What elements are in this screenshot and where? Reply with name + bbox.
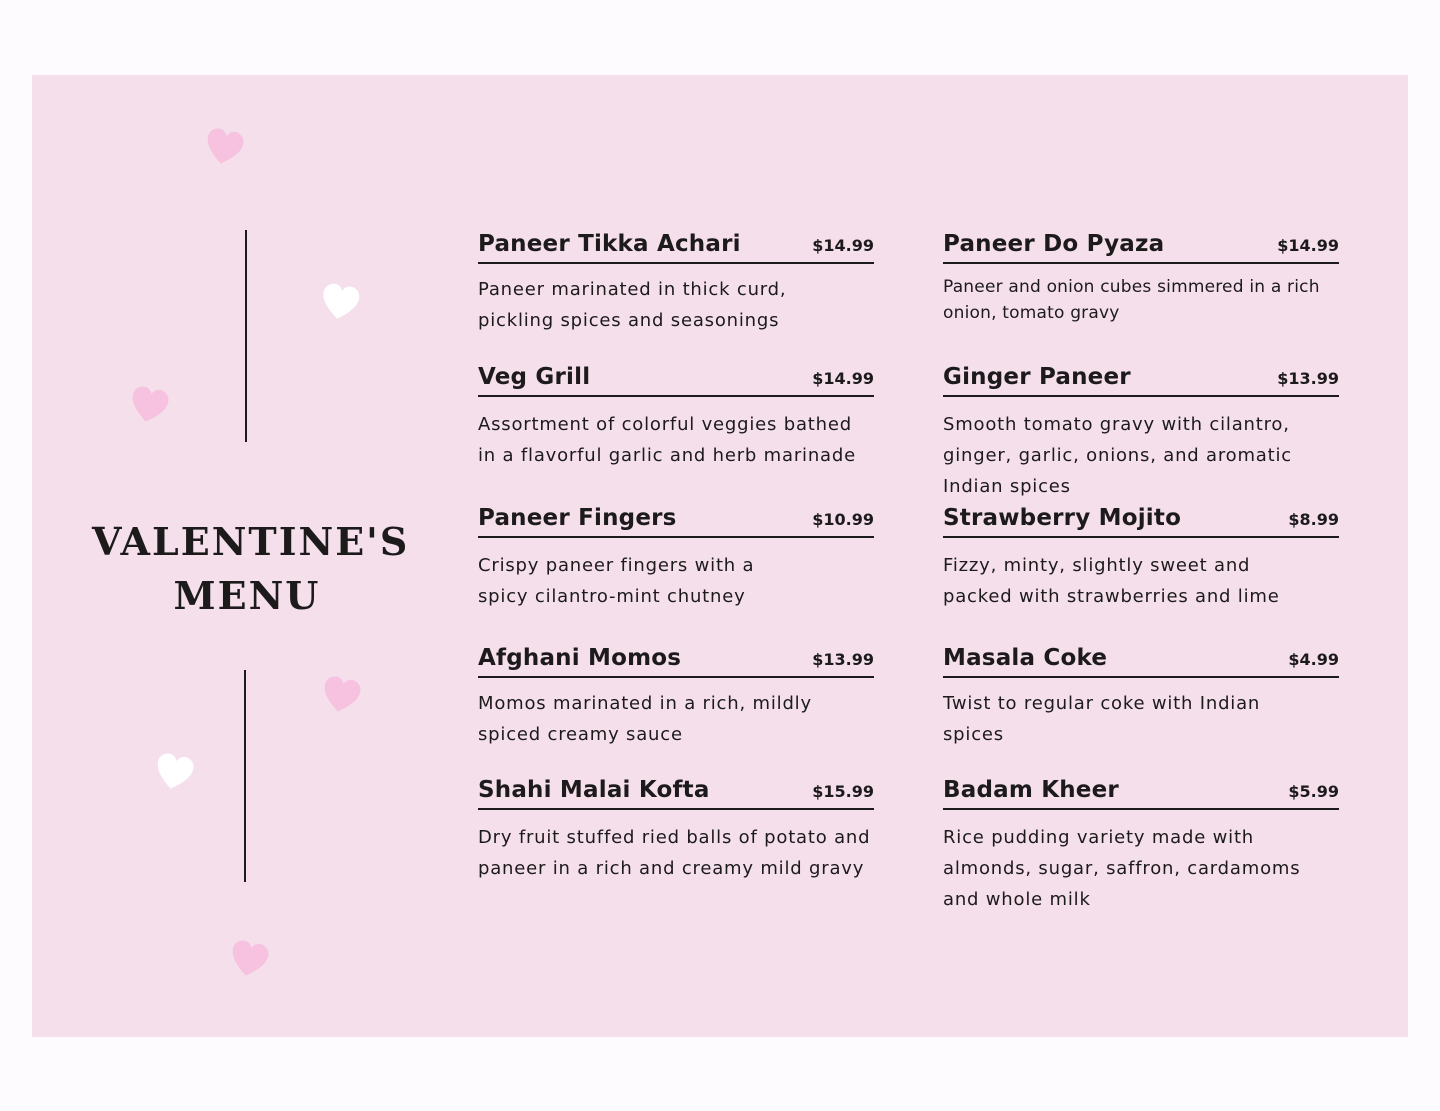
menu-item-description: Momos marinated in a rich, mildly spiced creamy sauce <box>478 693 812 745</box>
menu-item <box>478 505 874 612</box>
menu-item-name: Paneer Do Pyaza <box>943 231 1165 257</box>
menu-item-price: $10.99 <box>812 510 874 529</box>
heart-icon <box>317 280 363 326</box>
menu-item-header <box>943 364 1339 397</box>
menu-item <box>478 777 874 884</box>
menu-item-name: Paneer Fingers <box>478 505 677 531</box>
menu-item-price: $13.99 <box>812 650 874 669</box>
heart-icon <box>150 749 197 796</box>
menu-item-price: $5.99 <box>1288 782 1339 801</box>
menu-item <box>943 645 1339 750</box>
menu-item-header <box>943 505 1339 538</box>
menu-item-description: Crispy paneer fingers with a spicy cilantro-mint chutney <box>478 555 755 607</box>
heart-icon <box>200 124 247 171</box>
menu-item-name: Badam Kheer <box>943 777 1119 803</box>
menu-item-description: Assortment of colorful veggies bathed in a flavorful garlic and herb marinade <box>478 414 856 466</box>
menu-item-header <box>478 364 874 397</box>
menu-item-header <box>943 645 1339 678</box>
menu-item-header <box>478 777 874 810</box>
menu-item-name: Veg Grill <box>478 364 591 390</box>
menu-item-description: Smooth tomato gravy with cilantro, ginger, garlic, onions, and aromatic Indian spices <box>943 414 1292 497</box>
menu-item-price: $13.99 <box>1277 369 1339 388</box>
menu-title <box>92 515 410 623</box>
menu-item-name: Afghani Momos <box>478 645 682 671</box>
menu-item-name: Shahi Malai Kofta <box>478 777 710 803</box>
menu-item-header <box>943 777 1339 810</box>
menu-item-header <box>943 231 1339 264</box>
menu-item-description: Rice pudding variety made with almonds, sugar, saffron, cardamoms and whole milk <box>943 827 1301 910</box>
menu-item-description: Paneer marinated in thick curd, pickling spices and seasonings <box>478 279 787 331</box>
menu-item-name: Strawberry Mojito <box>943 505 1182 531</box>
menu-item <box>478 231 874 336</box>
menu-card <box>32 75 1408 1037</box>
menu-item <box>478 364 874 471</box>
menu-item <box>943 364 1339 502</box>
divider-line-bottom <box>244 670 246 882</box>
menu-item-description: Paneer and onion cubes simmered in a rich onion, tomato gravy <box>943 277 1320 323</box>
menu-item-price: $14.99 <box>1277 236 1339 255</box>
menu-item-price: $14.99 <box>812 369 874 388</box>
menu-item-price: $8.99 <box>1288 510 1339 529</box>
menu-item-name: Paneer Tikka Achari <box>478 231 741 257</box>
menu-item-description: Dry fruit stuffed ried balls of potato and paneer in a rich and creamy mild gravy <box>478 827 871 879</box>
menu-item-description: Fizzy, minty, slightly sweet and packed with strawberries and lime <box>943 555 1280 607</box>
menu-item-name: Ginger Paneer <box>943 364 1131 390</box>
heart-icon <box>317 672 364 719</box>
menu-item-price: $14.99 <box>812 236 874 255</box>
menu-item <box>943 777 1339 915</box>
menu-title-line1: VALENTINE'S <box>92 519 410 564</box>
divider-line-top <box>245 230 247 442</box>
heart-icon <box>125 382 172 429</box>
menu-item-header <box>478 231 874 264</box>
menu-item <box>943 231 1339 326</box>
menu-item-name: Masala Coke <box>943 645 1108 671</box>
menu-item <box>478 645 874 750</box>
menu-item-price: $15.99 <box>812 782 874 801</box>
menu-item-header <box>478 645 874 678</box>
menu-title-line2: MENU <box>173 573 321 618</box>
menu-item-description: Twist to regular coke with Indian spices <box>943 693 1261 745</box>
menu-item-header <box>478 505 874 538</box>
menu-item <box>943 505 1339 612</box>
heart-icon <box>225 936 272 983</box>
menu-item-price: $4.99 <box>1288 650 1339 669</box>
